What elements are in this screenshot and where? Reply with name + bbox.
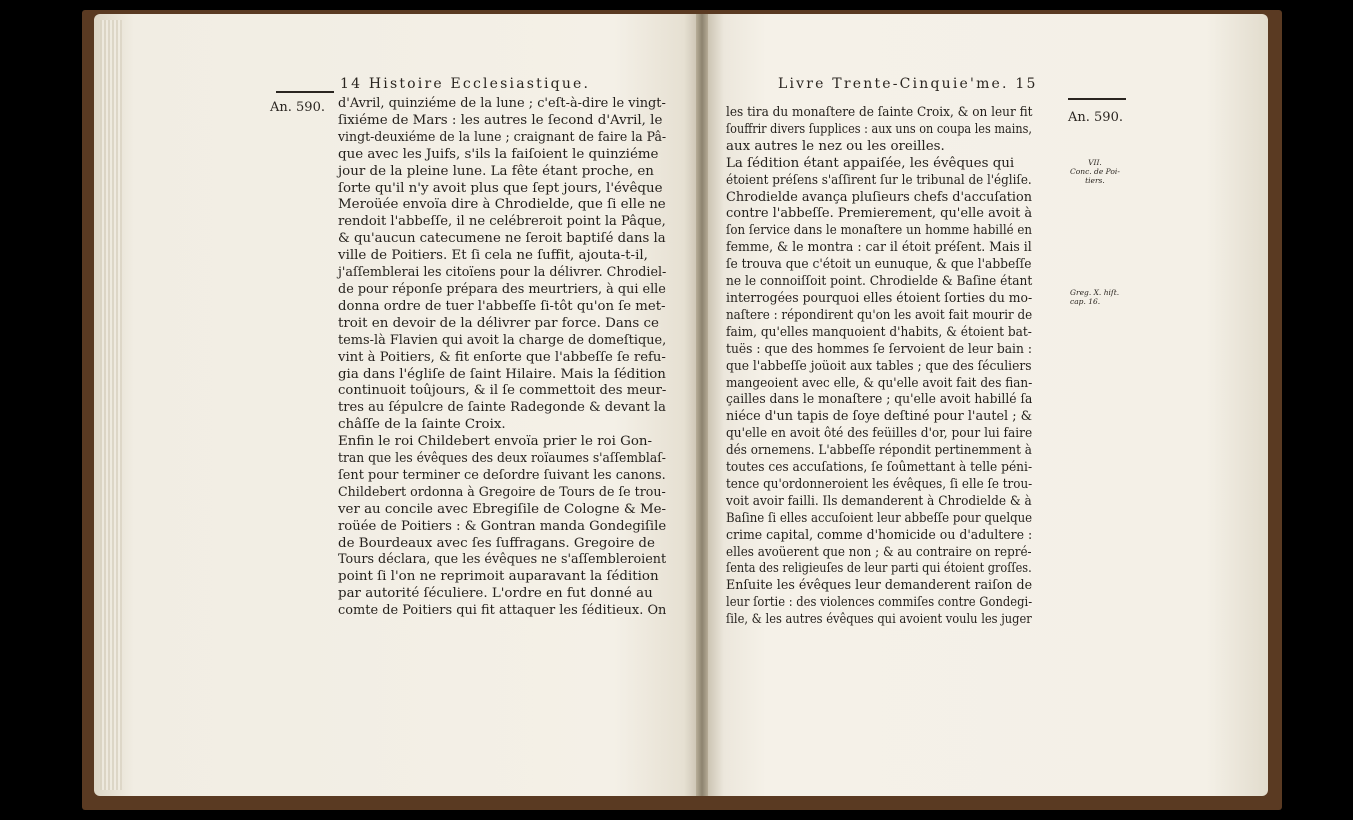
text-line: faim, qu'elles manquoient d'habits, & étoient bat- [726,324,1032,340]
text-line: troit en devoir de la délivrer par force. Dans ce [338,315,659,331]
text-line: ſixiéme de Mars : les autres le ſecond d'Avril, le [338,112,663,128]
text-line: voit avoir failli. Ils demanderent à Chrodielde & à [726,493,1032,509]
text-line: d'Avril, quinziéme de la lune ; c'eſt-à-dire le vingt- [338,96,666,111]
text-line: ſile, & les autres évêques qui avoient voulu les juger [726,612,1032,628]
book-gutter [696,14,708,796]
text-line: Enſuite les évêques leur demanderent raiſon de [726,578,1033,594]
text-line: Chrodielde avança pluſieurs chefs d'accuſation [726,189,1033,205]
text-line: par autorité ſéculiere. L'ordre en fut donné au [338,586,653,602]
text-line: ver au concile avec Ebregiſile de Cologne & Me- [338,501,667,517]
text-line: tres au ſépulcre de ſainte Radegonde & devant la [338,400,666,416]
text-line: naſtere : répondirent qu'on les avoit fait mourir de [726,307,1033,323]
text-line: j'aſſemblerai les citoïens pour la délivrer. Chrodiel- [338,265,667,281]
text-line: ſon ſervice dans le monaſtere un homme habillé en [726,223,1033,239]
text-line: jour de la pleine lune. La fête étant proche, en [338,163,654,179]
text-line: tems-là Flavien qui avoit la charge de domeſtique, [338,332,667,348]
text-line: de Bourdeaux avec ſes ſuffragans. Gregoire de [338,535,655,551]
text-line: ſorte qu'il n'y avoit plus que ſept jours, l'évêque [338,180,663,196]
text-line: continuoit toûjours, & il ſe commettoit des meur- [338,383,667,399]
left-header-rule [276,91,334,93]
text-line: tence qu'ordonneroient les évêques, ſi elle ſe trou- [726,476,1033,492]
text-line: rendoit l'abbeſſe, il ne celébreroit point la Pâque, [338,214,666,230]
text-line: Meroüée envoïa dire à Chrodielde, que ſi elle ne [338,197,666,213]
text-line: qu'elle en avoit ôté des feüilles d'or, pour lui faire [726,426,1033,442]
right-margin-year: An. 590. [1068,110,1123,125]
page-edges [100,20,122,790]
text-line: que avec les Juifs, s'ils la faiſoient le quinziéme [338,146,659,162]
text-line: Enfin le roi Childebert envoïa prier le roi Gon- [338,434,653,450]
text-line: La ſédition étant appaiſée, les évêques qui [726,155,1015,171]
text-line: ne le connoiſſoit point. Chrodielde & Baſine étant [726,274,1033,290]
text-line: ſouffrir divers ſupplices : aux uns on coupa les mains, [726,121,1032,137]
text-line: les tira du monaſtere de ſainte Croix, & on leur fit [726,105,1033,120]
text-line: roüée de Poitiers : & Gontran manda Gondegiſile [338,518,667,534]
text-line: & qu'aucun catecumene ne ſeroit baptiſé dans la [338,231,666,247]
right-margin-note-gregory: Greg. X. hiſt. cap. 16. [1070,288,1120,306]
left-running-head: 14 Histoire Ecclesiastique. [340,76,591,92]
text-line: point ſi l'on ne reprimoit auparavant la ſédition [338,569,659,585]
text-line: ville de Poitiers. Et ſi cela ne ſuffit, ajouta-t-il, [338,248,648,264]
text-line: de pour réponſe prépara des meurtriers, à qui elle [338,281,666,297]
text-line: aux autres le nez ou les oreilles. [726,138,945,154]
text-line: toutes ces accuſations, ſe ſoûmettant à telle péni- [726,460,1033,476]
text-line: crime capital, comme d'homicide ou d'adultere : [726,527,1033,543]
text-line: Childebert ordonna à Gregoire de Tours de ſe trou- [338,484,666,500]
right-body-text [726,105,1032,629]
right-header-rule [1068,98,1126,100]
text-line: Baſine ſi elles accuſoient leur abbeſſe pour quelque [726,510,1033,526]
text-line: contre l'abbeſſe. Premierement, qu'elle avoit à [726,206,1033,222]
text-line: leur ſortie : des violences commiſes contre Gondegi- [726,595,1033,611]
text-line: interrogées pourquoi elles étoient ſorties du mo- [726,290,1033,306]
text-line: vingt-deuxiéme de la lune ; craignant de faire la Pâ- [338,129,667,145]
text-line: vint à Poitiers, & fit enſorte que l'abbeſſe ſe refu- [338,349,666,365]
text-line: Tours déclara, que les évêques ne s'aſſembleroient [338,552,667,568]
text-line: châſſe de la ſainte Croix. [338,417,506,433]
text-line: niéce d'un tapis de ſoye deſtiné pour l'autel ; & [726,409,1032,425]
text-line: elles avoüerent que non ; & au contraire on repré- [726,544,1032,560]
text-line: dés ornemens. L'abbeſſe répondit pertinemment à [726,443,1032,459]
text-line: que l'abbeſſe joüoit aux tables ; que des ſéculiers [726,358,1032,374]
text-line: tuës : que des hommes ſe ſervoient de leur bain : [726,341,1032,357]
text-line: ſe trouva que c'étoit un eunuque, & que l'abbeſſe [726,257,1032,273]
left-body-text [338,96,666,620]
text-line: gia dans l'égliſe de ſaint Hilaire. Mais la ſédition [338,366,666,382]
text-line: çailles dans le monaſtere ; qu'elle avoit habillé ſa [726,392,1033,408]
text-line: femme, & le montra : car il étoit préſent. Mais il [726,240,1032,256]
right-margin-note-council: VII. Conc. de Poi- tiers. [1070,158,1120,185]
left-margin-year: An. 590. [270,100,325,115]
text-line: mangeoient avec elle, & qu'elle avoit fait des fian- [726,375,1033,391]
text-line: ſent pour terminer ce deſordre ſuivant les canons. [338,467,666,483]
text-line: ſenta des religieuſes de leur parti qui étoient groſſes. [726,561,1032,577]
text-line: comte de Poitiers qui fit attaquer les ſéditieux. On [338,603,667,619]
text-line: tran que les évêques des deux roïaumes s'aſſemblaſ- [338,451,666,467]
text-line: étoient préſens s'aſſirent ſur le tribunal de l'égliſe. [726,172,1032,188]
right-running-head: Livre Trente-Cinquie'me. 15 [778,76,1038,92]
text-line: donna ordre de tuer l'abbeſſe ſi-tôt qu'on ſe met- [338,298,666,314]
